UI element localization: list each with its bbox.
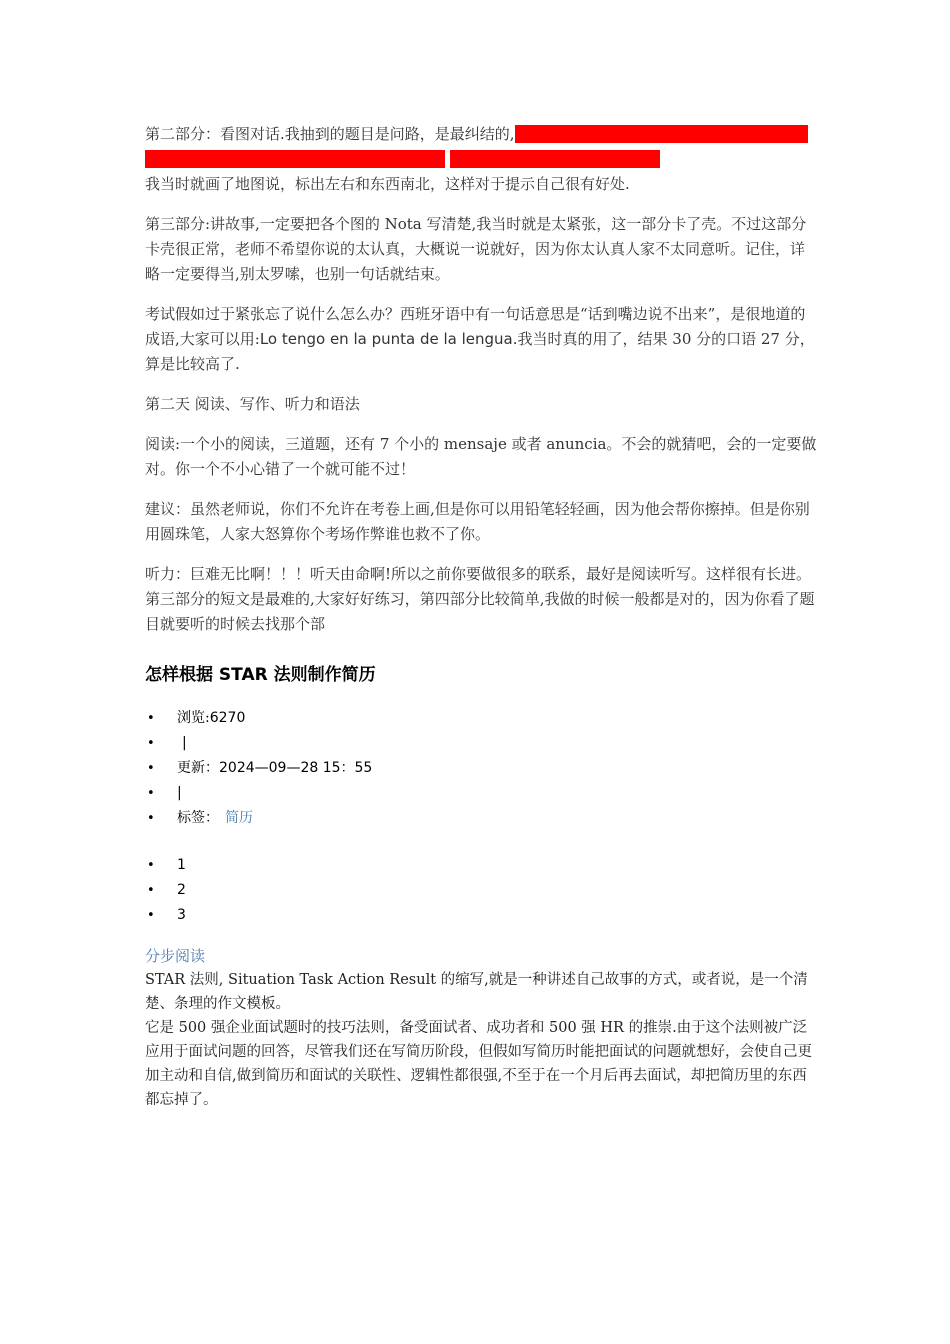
- meta-tags: [177, 806, 817, 831]
- step-reading-link[interactable]: 分步阅读: [145, 947, 206, 965]
- highlighted-text: 但是记住考试可以带白纸进去写你的: [514, 125, 755, 143]
- meta-updated: [177, 756, 817, 781]
- meta-views: [177, 706, 817, 731]
- page-item-1[interactable]: • 1: [177, 853, 817, 878]
- highlighted-text: 没有字的，有字的就不能用了。: [449, 150, 660, 168]
- article-title: 怎样根据 STAR 法则制作简历: [145, 665, 376, 685]
- separator: |: [182, 735, 187, 751]
- tags-label: 标签：: [177, 810, 219, 826]
- meta-separator: [177, 781, 817, 806]
- paragraph-advice: 建议：虽然老师说，你们不允许在考卷上画,但是你可以用铅笔轻轻画，因为他会帮你擦掉。但是你别用圆珠笔，人家大怒算你个考场作弊谁也救不了你。: [145, 500, 810, 543]
- document-content: [145, 122, 817, 1112]
- paragraph-day-two: 第二天 阅读、写作、听力和语法: [145, 395, 360, 413]
- paragraph-tip-text: 考试假如过于紧张忘了说什么怎么办？西班牙语中有一句话意思是“话到嘴边说不出来”，是很地道的成语,大家可以用:: [145, 305, 806, 348]
- paragraph-tip: [145, 302, 817, 377]
- views-label: 浏览:: [177, 710, 210, 726]
- paragraph-tip-tail: 我当时真的用了，结果 30 分的口语 27 分，算是比较高了.: [145, 330, 815, 373]
- highlighted-nota: nota,: [754, 125, 794, 143]
- article-meta-list: [145, 706, 817, 831]
- paragraph-part-two-text: 第二部分：看图对话.我抽到的题目是问路，是最纠结的,: [145, 125, 515, 143]
- updated-value: 2024—09—28 15：55: [219, 760, 373, 776]
- paragraph-listening: 听力：巨难无比啊！！！听天由命啊!所以之前你要做很多的联系，最好是阅读听写。这样很有长进。第三部分的短文是最难的,大家好好练习，第四部分比较简单,我做的时候一般都是对的，因为你看了题目就要听的时候去找那个部: [145, 565, 815, 633]
- paragraph-part-two-tail: 我当时就画了地图说，标出左右和东西南北，这样对于提示自己很有好处.: [145, 175, 630, 193]
- updated-label: 更新：: [177, 760, 219, 776]
- page-item-3[interactable]: • 3: [177, 903, 817, 928]
- article-body-intro: STAR 法则, Situation Task Action Result 的缩写,就是一种讲述自己故事的方式，或者说，是一个清楚、条理的作文模板。: [145, 972, 808, 1012]
- paragraph-part-two: [145, 122, 817, 197]
- pagination-list: [145, 853, 817, 928]
- tag-link-resume[interactable]: 简历: [225, 810, 253, 826]
- page-item-2[interactable]: • 2: [177, 878, 817, 903]
- paragraph-reading: 阅读:一个小的阅读，三道题，还有 7 个小的 mensaje 或者 anuncia。不会的就猜吧，会的一定要做对。你一个不小心错了一个就可能不过！: [145, 435, 817, 478]
- spanish-phrase: Lo tengo en la punta de la lengua.: [259, 330, 518, 348]
- separator: |: [177, 785, 182, 801]
- article-body-detail: 它是 500 强企业面试题时的技巧法则，备受面试者、成功者和 500 强 HR 的推崇.由于这个法则被广泛应用于面试问题的回答，尽管我们还在写简历阶段，但假如写简历时能把面试的问题就想好，会使自己更加主动和自信,做到简历和面试的关联性、逻辑性都很强,不至于在一个月后再去面试，却把简历里的东西都忘掉了。: [145, 1020, 812, 1108]
- meta-separator: [177, 731, 817, 756]
- highlighted-text: 就是关键词，但是不能是整句话，一定要是白纸: [145, 125, 809, 168]
- views-value: 6270: [209, 710, 246, 726]
- paragraph-part-three: 第三部分:讲故事,一定要把各个图的 Nota 写清楚,我当时就是太紧张，这一部分卡了壳。不过这部分卡壳很正常，老师不希望你说的太认真，大概说一说就好，因为你太认真人家不太同意听。记住，详略一定要得当,别太罗嗦，也别一句话就结束。: [145, 215, 807, 283]
